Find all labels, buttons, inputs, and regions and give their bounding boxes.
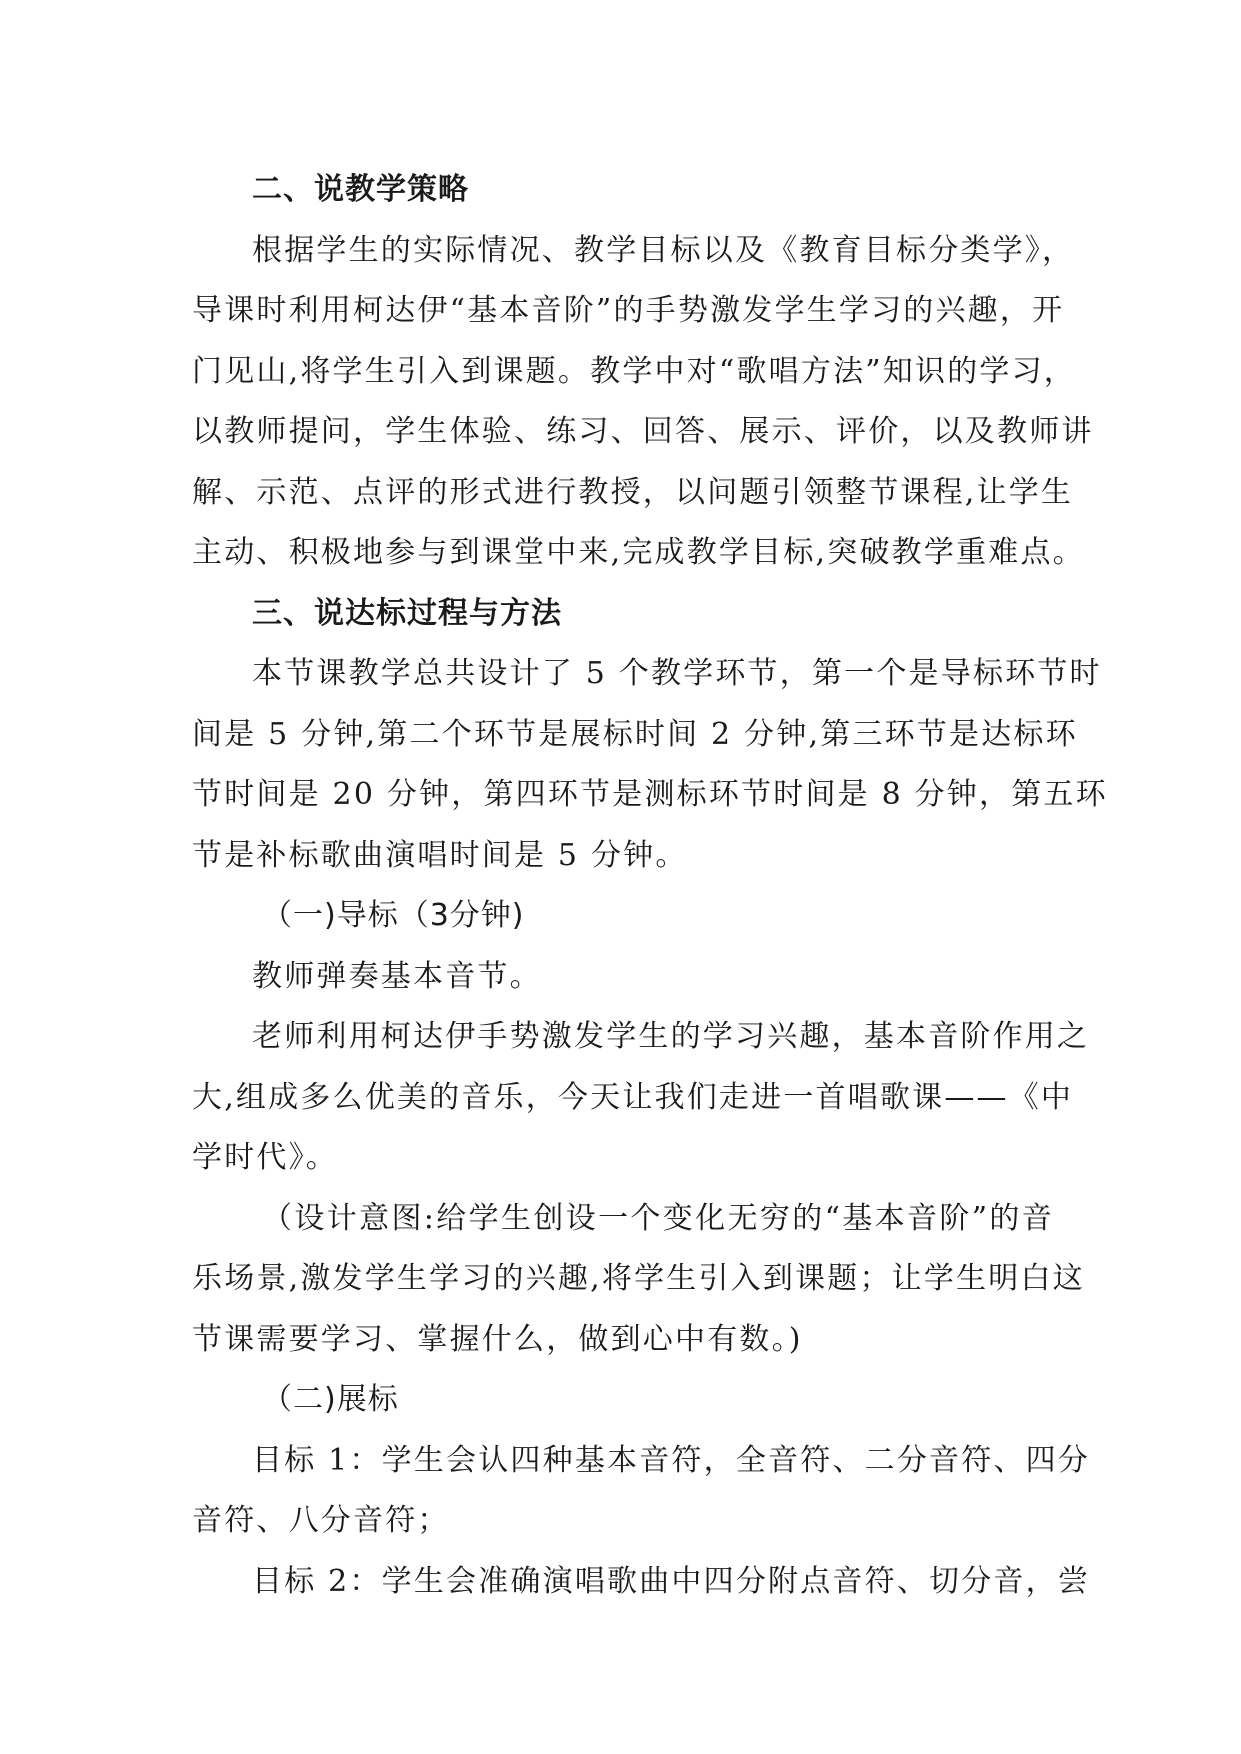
paragraph-line: 本节课教学总共设计了 5 个教学环节，第一个是导标环节时 xyxy=(252,656,1102,691)
paragraph-line: 节时间是 20 分钟，第四环节是测标环节时间是 8 分钟，第五环 xyxy=(192,777,1108,812)
section-heading-teaching-strategy: 二、说教学策略 xyxy=(252,172,469,207)
goal-line: 目标 2：学生会准确演唱歌曲中四分附点音符、切分音，尝 xyxy=(252,1563,1091,1599)
paragraph-line: 门见山,将学生引入到课题。教学中对“歌唱方法”知识的学习， xyxy=(192,353,1077,389)
design-intent-line: 乐场景,激发学生学习的兴趣,将学生引入到课题；让学生明白这 xyxy=(192,1261,1085,1296)
document-page xyxy=(192,160,1108,1612)
goal-line: 音符、八分音符； xyxy=(192,1503,450,1538)
goal-line: 目标 1：学生会认四种基本音符，全音符、二分音符、四分 xyxy=(252,1442,1091,1478)
paragraph-line: 以教师提问，学生体验、练习、回答、展示、评价，以及教师讲 xyxy=(192,414,1094,449)
section-heading-process-method: 三、说达标过程与方法 xyxy=(252,595,562,631)
paragraph-line: 大,组成多么优美的音乐，今天让我们走进一首唱歌课——《中 xyxy=(192,1079,1074,1115)
paragraph-line: 主动、积极地参与到课堂中来,完成教学目标,突破教学重难点。 xyxy=(192,535,1085,570)
paragraph-line: 节是补标歌曲演唱时间是 5 分钟。 xyxy=(192,837,688,873)
design-intent-line: 节课需要学习、掌握什么，做到心中有数。) xyxy=(192,1321,803,1357)
paragraph-line: 根据学生的实际情况、教学目标以及《教育目标分类学》， xyxy=(252,232,1075,268)
paragraph-line: 解、示范、点评的形式进行教授，以问题引领整节课程,让学生 xyxy=(192,474,1074,510)
design-intent-line: （设计意图:给学生创设一个变化无穷的“基本音阶”的音 xyxy=(262,1200,1054,1236)
paragraph-line: 导课时利用柯达伊“基本音阶”的手势激发学生学习的兴趣，开 xyxy=(192,293,1065,328)
paragraph-line: 学时代》。 xyxy=(192,1140,338,1175)
subsection-heading-introduction: （一)导标（3分钟) xyxy=(262,898,525,933)
subsection-heading-show-goals: （二)展标 xyxy=(262,1382,399,1417)
paragraph-line: 教师弹奏基本音节。 xyxy=(252,958,542,994)
paragraph-line: 间是 5 分钟,第二个环节是展标时间 2 分钟,第三环节是达标环 xyxy=(192,716,1078,752)
paragraph-line: 老师利用柯达伊手势激发学生的学习兴趣，基本音阶作用之 xyxy=(252,1019,1090,1054)
